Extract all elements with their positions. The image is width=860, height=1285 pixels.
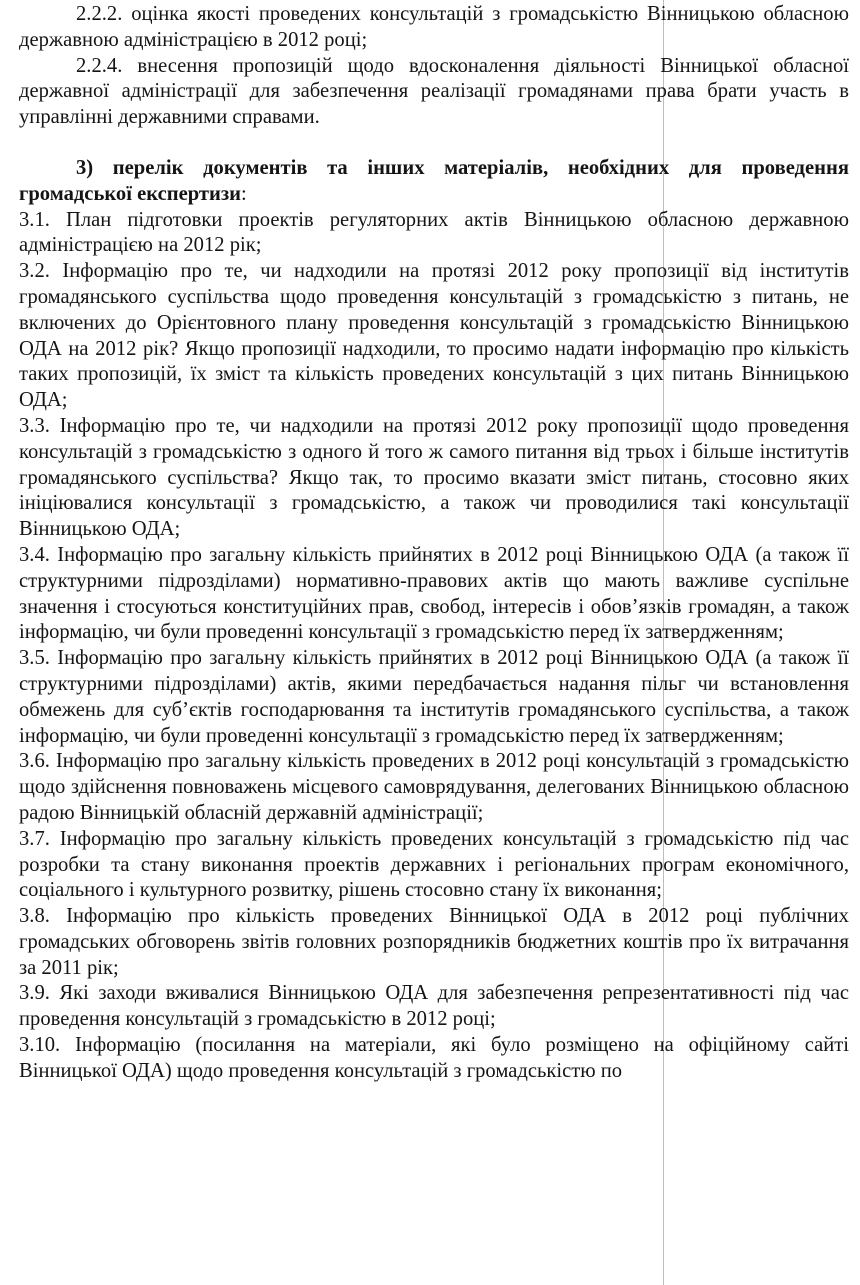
item-number: 3.3.	[19, 414, 50, 437]
item-text: План підготовки проектів регуляторних актів Вінницькою обласною державною адміністрацією на 2012 рік;	[19, 208, 849, 257]
list-item-3-2	[19, 259, 849, 414]
item-text: внесення пропозицій щодо вдосконалення діяльності Вінницької обласної державної адміністрації для забезпечення реалізації громадянами права брати участь в управлінні державними справами.	[19, 54, 849, 129]
item-text: оцінка якості проведених консультацій з громадськістю Вінницькою обласною державною адміністрацією в 2012 році;	[19, 3, 849, 51]
item-text: Які заходи вживалися Вінницькою ОДА для забезпечення репрезентативності під час проведення консультацій з громадськістю в 2012 році;	[19, 982, 849, 1031]
intro-item-2-2-4	[19, 54, 849, 131]
item-text: Інформацію (посилання на матеріали, які було розміщено на офіційному сайті Вінницької ОДА) щодо проведення консультацій з громадськістю по	[19, 1034, 849, 1082]
item-number: 3.4.	[19, 543, 50, 566]
item-text: Інформацію про загальну кількість проведених консультацій з громадськістю під час розробки та стану виконання проектів державних і регіональних програм економічного, соціального і культурного розвитку, рішень стосовно стану їх виконання;	[19, 827, 849, 902]
item-text: Інформацію про те, чи надходили на протязі 2012 року пропозиції щодо проведення консультацій з громадськістю з одного й того ж самого питання від трьох і більше інститутів громадянського суспільства? Якщо так, то просимо вказати зміст питань, стосовно яких ініціювалися консультації з громадськістю, а також чи проводилися такі консультації Вінницькою ОДА;	[19, 414, 849, 541]
item-number: 3.9.	[19, 982, 50, 1005]
list-item-3-3	[19, 414, 849, 543]
list-item-3-6	[19, 749, 849, 826]
item-number: 3.1.	[19, 208, 50, 231]
document-body	[19, 2, 849, 1085]
section-heading-text: 3) перелік документів та інших матеріалів, необхідних для проведення громадської експертизи	[19, 156, 849, 205]
list-item-3-9	[19, 981, 849, 1033]
item-number: 3.2.	[19, 260, 50, 283]
item-text: Інформацію про кількість проведених Вінницької ОДА в 2012 році публічних громадських обговорень звітів головних розпорядників бюджетних коштів про їх витрачання за 2011 рік;	[19, 905, 849, 979]
list-item-3-4	[19, 543, 849, 646]
item-text: Інформацію про загальну кількість прийнятих в 2012 році Вінницькою ОДА (а також її структурними підрозділами) актів, якими передбачається надання пільг чи встановлення обмежень для суб’єктів господарювання та інститутів громадянського суспільства, а також інформацію, чи були проведенні консультації з громадськістю перед їх затвердженням;	[19, 647, 849, 747]
list-item-3-10	[19, 1033, 849, 1085]
intro-item-2-2-2	[19, 2, 849, 54]
item-text: Інформацію про те, чи надходили на протязі 2012 року пропозиції від інститутів громадянського суспільства щодо проведення консультацій з громадськістю з питань, не включених до Орієнтовного плану проведення консультацій з громадськістю Вінницькою ОДА на 2012 рік? Якщо пропозиції надходили, то просимо надати інформацію про кількість таких пропозицій, їх зміст та кількість проведених консультацій з цих питань Вінницькою ОДА;	[19, 260, 849, 412]
item-text: Інформацію про загальну кількість проведених в 2012 році консультацій з громадськістю щодо здійснення повноважень місцевого самоврядування, делегованих Вінницькою обласною радою Вінницькій обласній державній адміністрації;	[19, 750, 849, 824]
list-item-3-7	[19, 827, 849, 904]
item-number: 3.7.	[19, 827, 50, 850]
item-number: 3.6.	[19, 750, 50, 773]
section-heading-colon: :	[241, 182, 247, 205]
item-number: 3.10.	[19, 1034, 61, 1057]
list-item-3-8	[19, 904, 849, 981]
section-heading	[19, 156, 849, 208]
item-text: Інформацію про загальну кількість прийнятих в 2012 році Вінницькою ОДА (а також її структурними підрозділами) нормативно-правових актів що мають важливе суспільне значення і стосуються конституційних прав, свобод, інтересів і обов’язків громадян, а також інформацію, чи були проведенні консультації з громадськістю перед їх затвердженням;	[19, 543, 849, 644]
item-number: 2.2.2.	[76, 3, 123, 25]
list-item-3-1	[19, 208, 849, 260]
item-number: 2.2.4.	[76, 54, 123, 77]
list-item-3-5	[19, 646, 849, 749]
item-number: 3.5.	[19, 647, 50, 670]
item-number: 3.8.	[19, 905, 50, 928]
